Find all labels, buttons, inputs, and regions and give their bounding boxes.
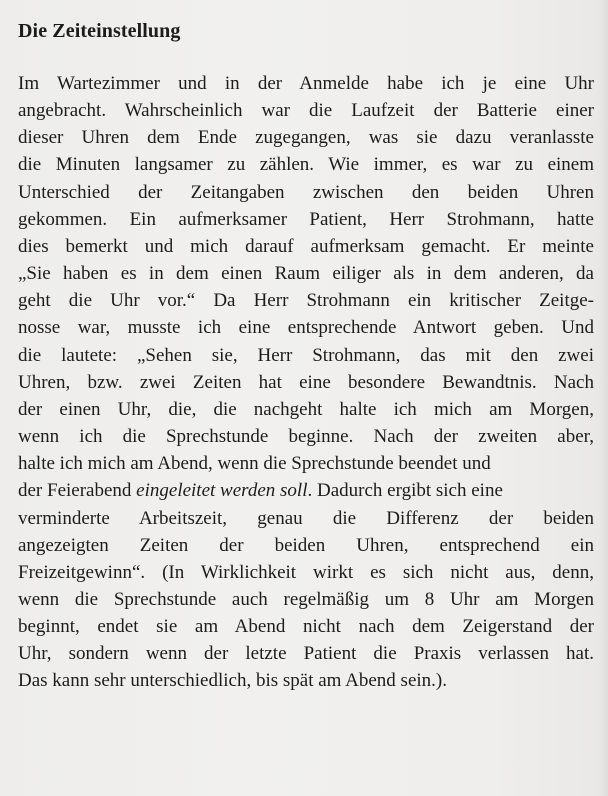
text-line: Uhr, sondern wenn der letzte Patient die Praxis verlassen hat. — [18, 643, 594, 665]
text-line: Uhren, bzw. zwei Zeiten hat eine besondere Bewandtnis. Nach — [18, 371, 594, 393]
text-line: angebracht. Wahrscheinlich war die Laufzeit der Batterie einer — [18, 100, 594, 122]
text-line: angezeigten Zeiten der beiden Uhren, entsprechend ein — [18, 534, 594, 556]
text-line: Das kann sehr unterschiedlich, bis spät am Abend sein.). — [18, 670, 447, 692]
text-line: dies bemerkt und mich darauf aufmerksam gemacht. Er meinte — [18, 235, 594, 257]
text-line: die Minuten langsamer zu zählen. Wie immer, es war zu einem — [18, 154, 594, 176]
text-line: nosse war, musste ich eine entsprechende Antwort geben. Und — [18, 317, 594, 339]
text-line: Freizeitgewinn“. (In Wirklichkeit wirkt es sich nicht aus, denn, — [18, 561, 594, 583]
text-line: gekommen. Ein aufmerksamer Patient, Herr Strohmann, hatte — [18, 208, 594, 230]
text-line: geht die Uhr vor.“ Da Herr Strohmann ein kritischer Zeitge- — [18, 290, 594, 312]
italic-phrase: eingeleitet werden soll — [136, 480, 308, 502]
page-edge-shadow — [598, 0, 608, 796]
text-segment: . Dadurch ergibt sich eine — [307, 480, 503, 502]
text-line: „Sie haben es in dem einen Raum eiliger als in dem anderen, da — [18, 263, 594, 285]
text-line: Unterschied der Zeitangaben zwischen den beiden Uhren — [18, 181, 594, 203]
text-line: halte ich mich am Abend, wenn die Sprechstunde beendet und — [18, 453, 491, 475]
document-heading: Die Zeiteinstellung — [18, 20, 181, 42]
text-line-mixed — [18, 477, 594, 504]
paragraph — [18, 70, 594, 695]
text-line: Im Wartezimmer und in der Anmelde habe ich je eine Uhr — [18, 73, 594, 94]
text-line: wenn ich die Sprechstunde beginne. Nach der zweiten aber, — [18, 426, 594, 448]
text-line: der einen Uhr, die, die nachgeht halte ich mich am Morgen, — [18, 398, 594, 420]
text-line: verminderte Arbeitszeit, genau die Differenz der beiden — [18, 507, 594, 529]
text-line: dieser Uhren dem Ende zugegangen, was sie dazu veranlasste — [18, 127, 594, 149]
text-line: beginnt, endet sie am Abend nicht nach dem Zeigerstand der — [18, 616, 594, 638]
text-line: die lautete: „Sehen sie, Herr Strohmann, das mit den zwei — [18, 344, 594, 366]
text-line: wenn die Sprechstunde auch regelmäßig um 8 Uhr am Morgen — [18, 588, 594, 610]
document-body — [18, 17, 594, 695]
text-segment: der Feierabend — [18, 480, 137, 502]
